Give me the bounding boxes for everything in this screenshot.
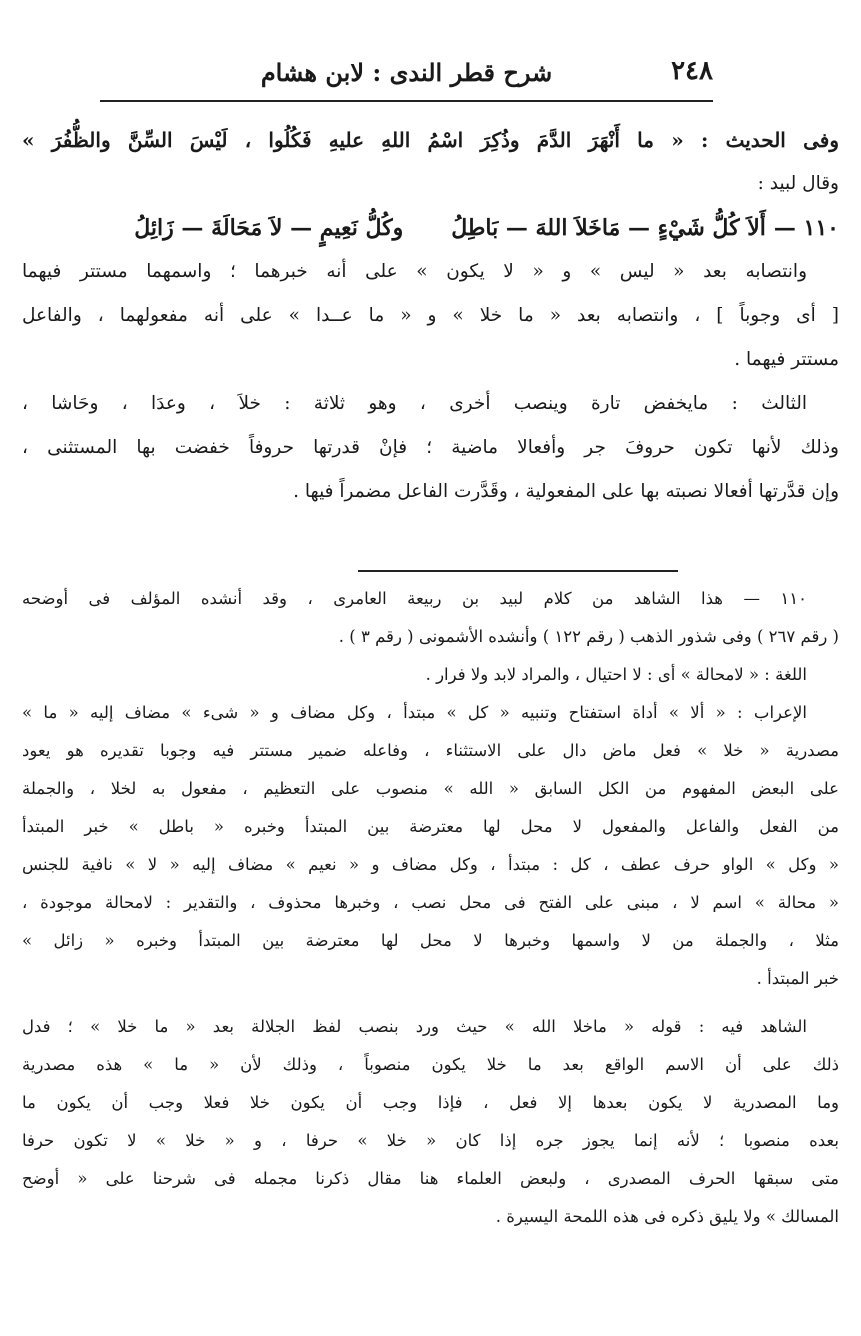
paragraph-line: وانتصابه بعد « ليس » و « لا يكون » على أنه خبرهما ؛ واسمهما مستتر فيهما	[22, 261, 807, 282]
paragraph-line: الثالث : مايخفض تارة وينصب أخرى ، وهو ثلاثة : خلاَ ، وعدَا ، وحَاشا ،	[22, 393, 807, 414]
footnote-line: بعده منصوبا ؛ لأنه إنما يجوز جره إذا كان « خلا » حرفا ، و « خلا » لا تكون حرفا	[22, 1131, 839, 1150]
poem-number: ١١٠ —	[773, 215, 839, 241]
poem-verse	[22, 206, 839, 250]
poem-first-hemistich: أَلاَ كُلُّ شَيْءٍ — مَاخَلاَ اللهَ — بَاطِلُ	[451, 215, 766, 241]
paragraph-line: [ أى وجوباً ] ، وانتصابه بعد « ما خلا » و « ما عــدا » على أنه مفعولهما ، والفاعل	[22, 305, 839, 326]
footnote-line: الإعراب : « ألا » أداة استفتاح وتنبيه « كل » مبتدأ ، وكل مضاف و « شىء » مضاف إليه « ما »	[22, 703, 807, 722]
footnote-line: ذلك على أن الاسم الواقع بعد ما خلا يكون منصوباً ، وذلك لأن « ما » هذه مصدرية	[22, 1055, 839, 1074]
footnotes	[22, 580, 839, 1236]
footnote-gap	[22, 998, 839, 1008]
footnote-line: خبر المبتدأ .	[756, 969, 839, 988]
hadith-line: وفى الحديث : « ما أَنْهَرَ الدَّمَ وذُكِرَ اسْمُ اللهِ عليهِ فَكُلُوا ، لَيْسَ السِّنَّ والظُّفُرَ »	[22, 128, 839, 152]
footnote-line: ( رقم ٢٦٧ ) وفى شذور الذهب ( رقم ١٢٢ ) وأنشده الأشمونى ( رقم ٣ ) .	[338, 627, 839, 646]
footnote-line: « وكل » الواو حرف عطف ، كل : مبتدأ ، وكل مضاف و « نعيم » مضاف إليه « لا » نافية للجنس	[22, 855, 839, 874]
footnote-line: مثلا ، والجملة من لا واسمها وخبرها لا محل لها معترضة بين المبتدأ وخبره « زائل »	[22, 931, 839, 950]
footnote-line: متى سبقها الحرف المصدرى ، ولبعض العلماء هنا مقال ذكرنا مجمله فى شرحنا على « أوضح	[22, 1169, 839, 1188]
footnote-line: ١١٠ — هذا الشاهد من كلام لبيد بن ربيعة العامرى ، وقد أنشده المؤلف فى أوضحه	[22, 589, 807, 608]
paragraph-line: مستتر فيهما .	[734, 349, 839, 370]
footnote-line: مصدرية « خلا » فعل ماض دال على الاستثناء ، وفاعله ضمير مستتر فيه وجوبا تقديره هو يعود	[22, 741, 839, 760]
footnote-line: الشاهد فيه : قوله « ماخلا الله » حيث ورد بنصب لفظ الجلالة بعد « ما خلا » ؛ فدل	[22, 1017, 807, 1036]
footnote-line: وما المصدرية لا يكون بعدها إلا فعل ، فإذا وجب أن يكون خلا فعلا وجب أن يكون ما	[22, 1093, 839, 1112]
page-header	[100, 52, 713, 102]
footnote-line: « محالة » اسم لا ، مبنى على الفتح فى محل نصب ، وخبرها محذوف ، والتقدير : لامحالة موجودة ،	[22, 893, 839, 912]
footnote-lugha: اللغة : « لامحالة » أى : لا احتيال ، والمراد لابد ولا فرار .	[425, 665, 807, 684]
main-text	[22, 118, 839, 514]
running-title: شرح قطر الندى : لابن هشام	[260, 58, 553, 87]
page-number: ٢٤٨	[671, 56, 713, 86]
poem-second-hemistich: وكُلُّ نَعِيمٍ — لاَ مَحَالَةَ — زَائِلُ	[134, 215, 404, 241]
footnote-line: على البعض المفهوم من الكل السابق « الله » منصوب على التعظيم ، مفعول به لخلا ، والجملة	[22, 779, 839, 798]
paragraph-line: وذلك لأنها تكون حروفَ جر وأفعالا ماضية ؛ فإنْ قدرتها حروفاً خفضت بها المستثنى ،	[22, 437, 839, 458]
footnote-divider	[358, 570, 678, 572]
footnote-line: من الفعل والفاعل والمفعول لا محل لها معترضة بين المبتدأ وخبره « باطل » خبر المبتدأ	[22, 817, 839, 836]
paragraph-line: وإن قدَّرتها أفعالا نصبته بها على المفعولية ، وقَدَّرت الفاعل مضمراً فيها .	[293, 481, 839, 502]
footnote-line: المسالك » ولا يليق ذكره فى هذه اللمحة اليسيرة .	[495, 1207, 839, 1226]
labid-intro: وقال لبيد :	[757, 173, 839, 194]
